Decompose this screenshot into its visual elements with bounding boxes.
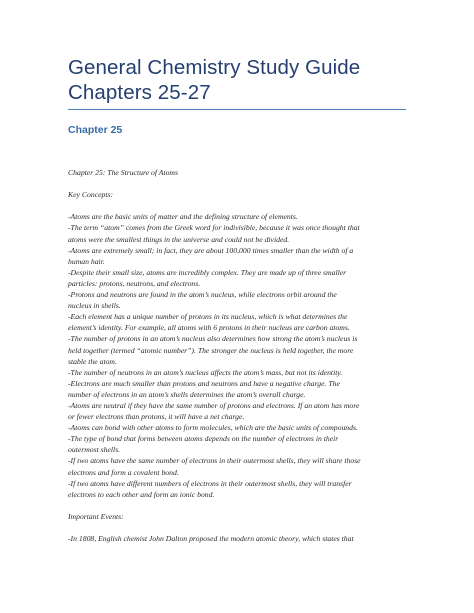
text-line: -Atoms are the basic units of matter and the defining structure of elements. xyxy=(68,212,298,222)
key-concepts-label: Key Concepts: xyxy=(68,190,114,200)
text-line: -The number of neutrons in an atom’s nucleus affects the atom’s mass, but not its identity. xyxy=(68,367,343,377)
text-line: -The type of bond that forms between atoms depends on the number of electrons in their xyxy=(68,434,339,444)
text-line: -Atoms can bond with other atoms to form molecules, which are the basic units of compounds. xyxy=(68,423,358,433)
blank-line xyxy=(68,200,408,211)
text-line: stable the atom. xyxy=(68,356,117,366)
text-line: atoms were the smallest things in the universe and could not be divided. xyxy=(68,234,290,244)
text-line: -Electrons are much smaller than protons and neutrons and have a negative charge. The xyxy=(68,378,340,388)
text-line: -Despite their small size, atoms are incredibly complex. They are made up of three smaller xyxy=(68,267,347,277)
chapter-subtitle: Chapter 25: The Structure of Atoms xyxy=(68,168,178,177)
body-text xyxy=(68,167,408,544)
text-line: electrons and form a covalent bond. xyxy=(68,467,179,477)
text-line: electrons to each other and form an ionic bond. xyxy=(68,489,215,499)
text-line: -Each element has a unique number of protons in its nucleus, which is what determines the xyxy=(68,312,348,322)
blank-line xyxy=(68,522,408,533)
text-line: particles: protons, neutrons, and electrons. xyxy=(68,278,201,288)
text-line: -Atoms are neutral if they have the same number of protons and electrons. If an atom has more xyxy=(68,400,360,410)
text-line: -Atoms are extremely small; in fact, they are about 100,000 times smaller than the width of a xyxy=(68,245,354,255)
text-line: element’s identity. For example, all atoms with 6 protons in their nucleus are carbon atoms. xyxy=(68,323,350,333)
document-title xyxy=(68,55,406,105)
text-line: outermost shells. xyxy=(68,445,121,455)
text-line: -The term “atom” comes from the Greek word for indivisible, because it was once thought that xyxy=(68,223,360,233)
title-divider xyxy=(68,109,406,110)
text-line: nucleus in shells. xyxy=(68,301,121,311)
blank-line xyxy=(68,178,408,189)
blank-line xyxy=(68,500,408,511)
title-line-1: General Chemistry Study Guide xyxy=(68,56,361,79)
text-line: human hair. xyxy=(68,256,105,266)
title-line-2: Chapters 25-27 xyxy=(68,81,211,104)
key-concepts-list xyxy=(68,211,408,499)
chapter-heading: Chapter 25 xyxy=(68,124,123,136)
text-line: held together (termed “atomic number”). The stronger the nucleus is held together, the more xyxy=(68,345,354,355)
text-line: or fewer electrons than protons, it will have a net charge. xyxy=(68,412,245,422)
text-line: number of electrons in an atom’s shells determines the atom’s overall charge. xyxy=(68,389,306,399)
text-line: -Protons and neutrons are found in the atom’s nucleus, while electrons orbit around the xyxy=(68,290,337,300)
important-events-label: Important Events: xyxy=(68,511,124,521)
text-line: -In 1808, English chemist John Dalton proposed the modern atomic theory, which states that xyxy=(68,534,354,544)
text-line: -If two atoms have the same number of electrons in their outermost shells, they will share those xyxy=(68,456,361,466)
text-line: -The number of protons in an atom’s nucleus also determines how strong the atom’s nucleus is xyxy=(68,334,358,344)
important-events-list xyxy=(68,533,408,544)
text-line: -If two atoms have different numbers of electrons in their outermost shells, they will transfer xyxy=(68,478,352,488)
